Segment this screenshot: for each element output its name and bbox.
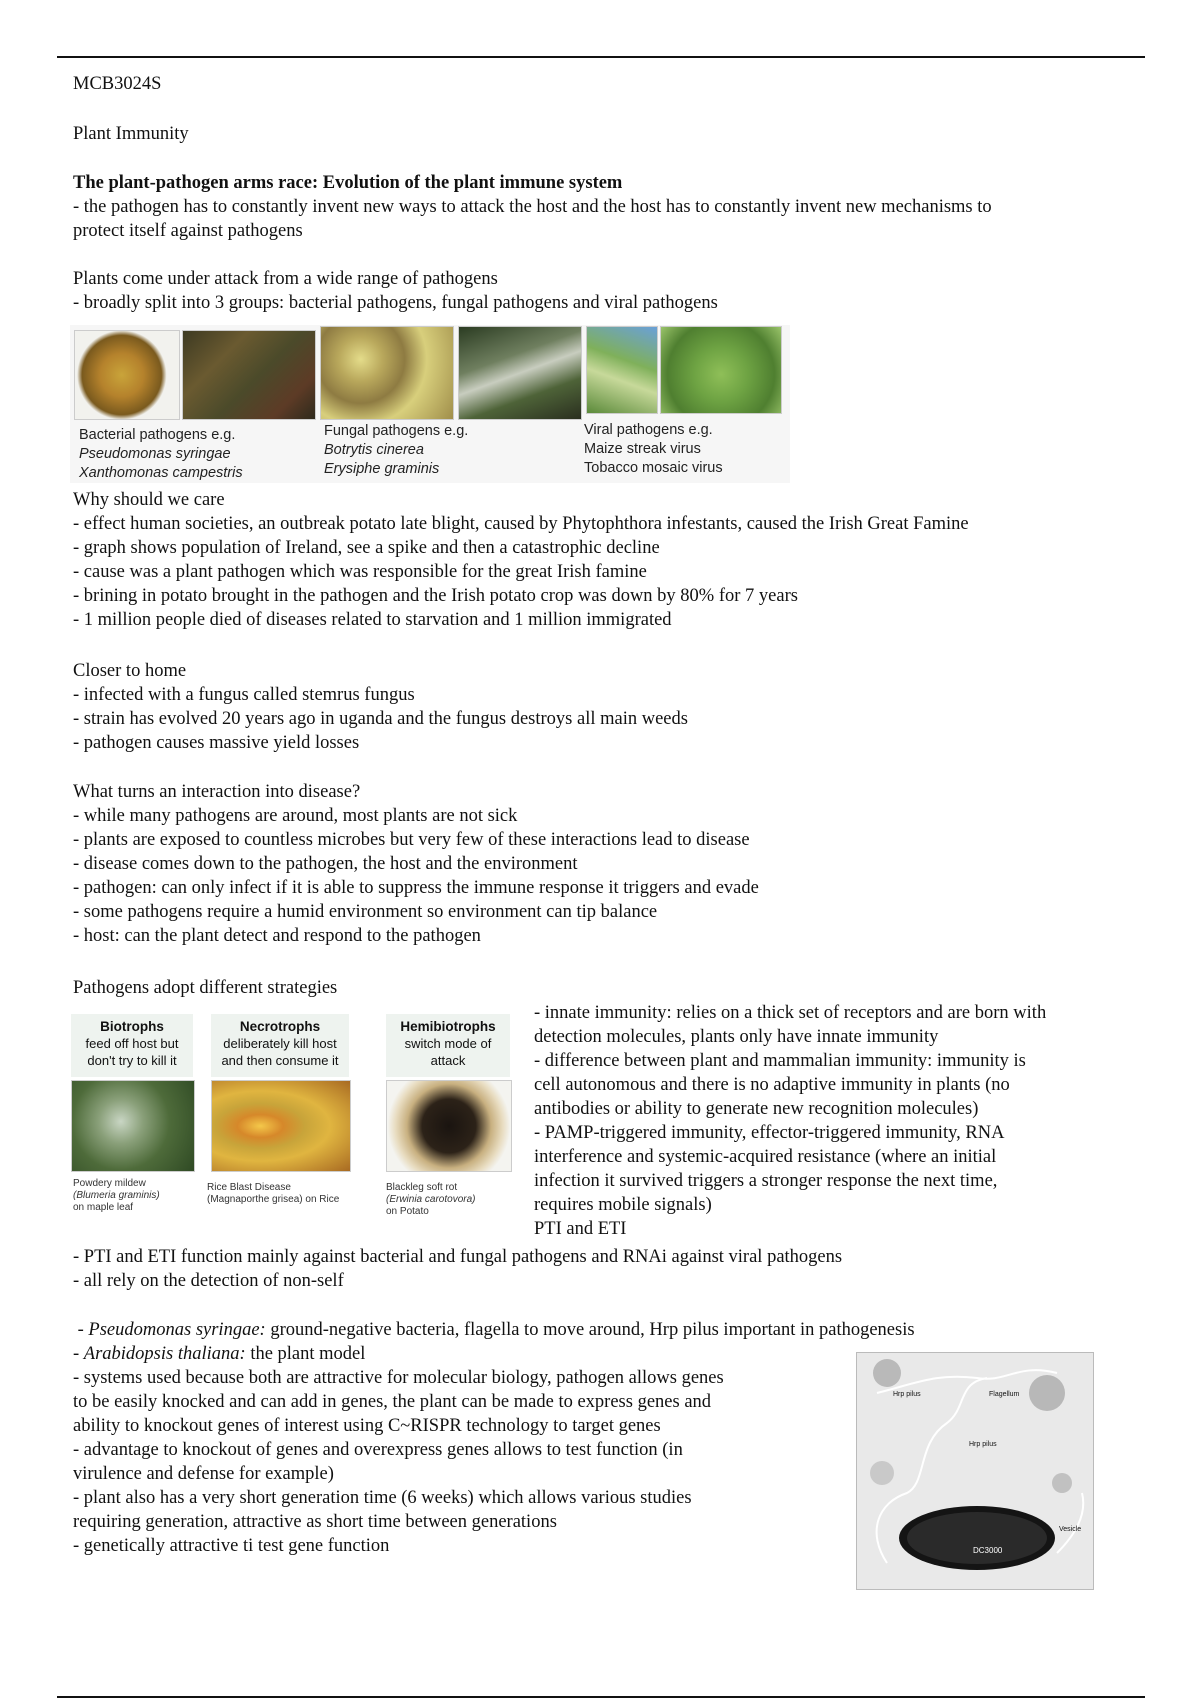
- strategy-name: Biotrophs: [100, 1019, 164, 1034]
- text-line: - advantage to knockout of genes and overexpress genes allows to test function (in: [73, 1440, 683, 1460]
- caption-line: Rice Blast Disease: [207, 1182, 291, 1193]
- text-line: - some pathogens require a humid environment so environment can tip balance: [73, 902, 658, 922]
- text-line: - disease comes down to the pathogen, the host and the environment: [73, 854, 578, 874]
- viral-photo-tobacco: [660, 326, 782, 414]
- strategies-heading: Pathogens adopt different strategies: [73, 978, 338, 998]
- text-line: - while many pathogens are around, most plants are not sick: [73, 806, 518, 826]
- organism-desc: the plant model: [245, 1344, 366, 1364]
- micrograph-svg: [857, 1353, 1093, 1589]
- biotrophs-caption: [73, 1178, 160, 1214]
- caption-line: Botrytis cinerea: [324, 442, 424, 458]
- text-line: cell autonomous and there is no adaptive immunity in plants (no: [534, 1075, 1010, 1095]
- text-line: - strain has evolved 20 years ago in uganda and the fungus destroys all main weeds: [73, 709, 688, 729]
- text-line: - systems used because both are attractive for molecular biology, pathogen allows genes: [73, 1368, 724, 1388]
- section-heading: Closer to home: [73, 661, 187, 681]
- text-line: - brining in potato brought in the pathogen and the Irish potato crop was down by 80% for 7 years: [73, 586, 798, 606]
- hemibiotrophs-caption: [386, 1182, 475, 1218]
- text-line: antibodies or ability to generate new recognition molecules): [534, 1099, 979, 1119]
- disease-section: [73, 780, 1133, 948]
- fungal-caption: [324, 422, 468, 479]
- strategy-name: Hemibiotrophs: [400, 1019, 496, 1034]
- strategy-desc: attack: [430, 1053, 466, 1068]
- strategy-desc: don't try to kill it: [87, 1053, 177, 1068]
- bottom-rule: [57, 1696, 1145, 1698]
- text-line: detection molecules, plants only have innate immunity: [534, 1027, 939, 1047]
- caption-line: (Magnaporthe grisea) on Rice: [207, 1194, 340, 1205]
- text-line: - the pathogen has to constantly invent new ways to attack the host and the host has to constantly invent new mechanisms to: [73, 197, 992, 217]
- strategy-desc: switch mode of: [404, 1036, 492, 1051]
- caption-line: Bacterial pathogens e.g.: [79, 427, 236, 443]
- caption-line: Pseudomonas syringae: [79, 446, 231, 462]
- pti-eti-section: [73, 1245, 1133, 1293]
- closer-home-section: [73, 659, 1133, 755]
- top-rule: [57, 56, 1145, 58]
- organism-desc: ground-negative bacteria, flagella to move around, Hrp pilus important in pathogenesis: [265, 1320, 915, 1340]
- blackleg-photo: [386, 1080, 512, 1172]
- necrotrophs-caption: [207, 1182, 339, 1206]
- text-line: - innate immunity: relies on a thick set of receptors and are born with: [534, 1003, 1047, 1023]
- caption-line: (Blumeria graminis): [73, 1190, 160, 1201]
- text-line: - infected with a fungus called stemrus fungus: [73, 685, 415, 705]
- text-line: requires mobile signals): [534, 1195, 712, 1215]
- text-line: - plants are exposed to countless microbes but very few of these interactions lead to disease: [73, 830, 750, 850]
- course-code: MCB3024S: [73, 74, 162, 94]
- strategy-desc: and then consume it: [221, 1053, 339, 1068]
- hrp-pilus-label: Hrp pilus: [893, 1391, 921, 1398]
- text-line: Plants come under attack from a wide range of pathogens: [73, 269, 498, 289]
- caption-line: on maple leaf: [73, 1202, 134, 1213]
- dc3000-label: DC3000: [973, 1546, 1003, 1555]
- text-line: - plant also has a very short generation time (6 weeks) which allows various studies: [73, 1488, 692, 1508]
- rice-blast-photo: [211, 1080, 351, 1172]
- caption-line: Fungal pathogens e.g.: [324, 423, 469, 439]
- topic-title: Plant Immunity: [73, 124, 189, 144]
- attack-section: [73, 267, 1133, 315]
- flagellum-label: Flagellum: [989, 1391, 1020, 1398]
- caption-line: Powdery mildew: [73, 1178, 146, 1189]
- strategy-desc: deliberately kill host: [223, 1036, 337, 1051]
- text-line: - pathogen: can only infect if it is able to suppress the immune response it triggers and evade: [73, 878, 759, 898]
- arabidopsis-line: - Arabidopsis thaliana: the plant model: [73, 1344, 366, 1364]
- caption-line: Viral pathogens e.g.: [584, 422, 713, 438]
- text-line: - cause was a plant pathogen which was responsible for the great Irish famine: [73, 562, 647, 582]
- bacterial-caption: [79, 426, 243, 483]
- text-line: interference and systemic-acquired resistance (where an initial: [534, 1147, 997, 1167]
- text-line: - genetically attractive ti test gene function: [73, 1536, 390, 1556]
- caption-line: on Potato: [386, 1206, 429, 1217]
- text-line: virulence and defense for example): [73, 1464, 334, 1484]
- caption-line: (Erwinia carotovora): [386, 1194, 476, 1205]
- organism-name: Pseudomonas syringae:: [88, 1320, 266, 1340]
- bacterium-micrograph: [856, 1352, 1094, 1590]
- text-line: ability to knockout genes of interest using C~RISPR technology to target genes: [73, 1416, 661, 1436]
- biotrophs-header: [71, 1014, 193, 1077]
- caption-line: Tobacco mosaic virus: [584, 460, 723, 476]
- caption-line: Xanthomonas campestris: [79, 465, 243, 481]
- pseudomonas-line: - Pseudomonas syringae: ground-negative bacteria, flagella to move around, Hrp pilus important in pathogenesis: [73, 1320, 915, 1340]
- arms-race-section: [73, 171, 1133, 243]
- powdery-mildew-photo: [71, 1080, 195, 1172]
- text-line: infection it survived triggers a stronger response the next time,: [534, 1171, 998, 1191]
- bacterial-photo-leaf: [182, 330, 316, 420]
- model-reasons-text: [73, 1366, 833, 1558]
- fungal-photo-grapes: [320, 326, 454, 420]
- organism-name: Arabidopsis thaliana:: [83, 1344, 246, 1364]
- section-heading: What turns an interaction into disease?: [73, 782, 361, 802]
- text-line: - difference between plant and mammalian immunity: immunity is: [534, 1051, 1026, 1071]
- text-line: requiring generation, attractive as short time between generations: [73, 1512, 557, 1532]
- text-line: - graph shows population of Ireland, see a spike and then a catastrophic decline: [73, 538, 660, 558]
- section-heading: The plant-pathogen arms race: Evolution of the plant immune system: [73, 173, 623, 193]
- why-care-section: [73, 488, 1133, 632]
- fungal-photo-leaf: [458, 326, 582, 420]
- viral-caption: [584, 421, 723, 478]
- text-line: PTI and ETI: [534, 1219, 627, 1239]
- text-line: - broadly split into 3 groups: bacterial pathogens, fungal pathogens and viral pathogens: [73, 293, 718, 313]
- strategy-desc: feed off host but: [85, 1036, 179, 1051]
- text-line: - PTI and ETI function mainly against bacterial and fungal pathogens and RNAi against viral pathogens: [73, 1247, 843, 1267]
- section-heading: Why should we care: [73, 490, 225, 510]
- text-line: - all rely on the detection of non-self: [73, 1271, 344, 1291]
- caption-line: Blackleg soft rot: [386, 1182, 458, 1193]
- bacterial-photo-fruit: [74, 330, 180, 420]
- hemibiotrophs-header: [386, 1014, 510, 1077]
- caption-line: Maize streak virus: [584, 441, 701, 457]
- text-line: - host: can the plant detect and respond to the pathogen: [73, 926, 481, 946]
- immunity-side-text: [534, 1001, 1134, 1241]
- text-line: - effect human societies, an outbreak potato late blight, caused by Phytophthora infestants, caused the Irish Great Famine: [73, 514, 969, 534]
- text-line: to be easily knocked and can add in genes, the plant can be made to express genes and: [73, 1392, 712, 1412]
- text-line: - pathogen causes massive yield losses: [73, 733, 360, 753]
- text-line: - 1 million people died of diseases related to starvation and 1 million immigrated: [73, 610, 672, 630]
- viral-photo-maize: [586, 326, 658, 414]
- hrp-pilus-label-2: Hrp pilus: [969, 1441, 997, 1448]
- necrotrophs-header: [211, 1014, 349, 1077]
- strategy-name: Necrotrophs: [239, 1019, 321, 1034]
- caption-line: Erysiphe graminis: [324, 461, 440, 477]
- text-line: - PAMP-triggered immunity, effector-triggered immunity, RNA: [534, 1123, 1005, 1143]
- text-line: protect itself against pathogens: [73, 221, 303, 241]
- vesicle-label: Vesicle: [1059, 1526, 1082, 1533]
